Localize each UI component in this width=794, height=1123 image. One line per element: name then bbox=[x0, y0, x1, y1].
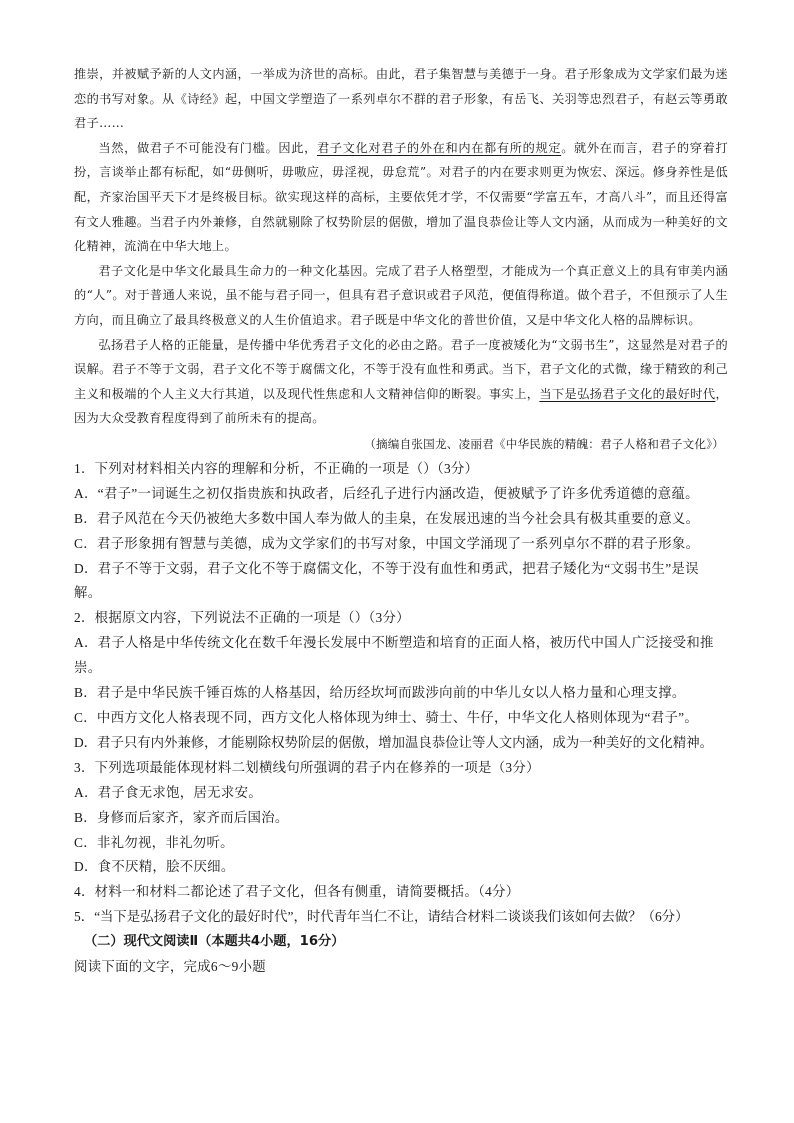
passage-paragraph-4-start: 弘扬君子人格的正能量，是传播中华优秀君子文化的必由之路。君子一度被矮化为“文弱书生”，这显然是对君子的误解。君子不等于文弱，君子文化不等于腐儒文化，不等于没有血性和勇武。当下，君子文化的式微，缘于精致的利己主义和极端的个人主义大行其道，以及现代性焦虑和人文精神信仰的断裂。事实上， bbox=[74, 337, 728, 401]
questions-block bbox=[74, 457, 728, 930]
question-3-option-b: B．身修而后家齐，家齐而后国治。 bbox=[74, 809, 289, 825]
question-2-option-c: C．中西方文化人格表现不同，西方文化人格体现为绅士、骑士、牛仔，中华文化人格则体现为“君子”。 bbox=[74, 709, 699, 725]
question-3-option-d: D．食不厌精，脍不厌细。 bbox=[74, 859, 235, 875]
question-2-stem: 2．根据原文内容，下列说法不正确的一项是（）（3分） bbox=[74, 610, 410, 626]
question-3-option-a: A．君子食无求饱，居无求安。 bbox=[74, 784, 262, 800]
question-2-option-a-line1: A．君子人格是中华传统文化在数千年漫长发展中不断塑造和培育的正面人格，被历代中国人广泛接受和推 bbox=[74, 635, 714, 651]
question-1-stem: 1．下列对材料相关内容的理解和分析，不正确的一项是（）（3分） bbox=[74, 460, 479, 476]
passage-paragraph-2 bbox=[74, 136, 728, 259]
reading-passage bbox=[74, 62, 728, 431]
question-3-option-c: C．非礼勿视，非礼勿听。 bbox=[74, 834, 234, 850]
question-5: 5．“当下是弘扬君子文化的最好时代”，时代青年当仁不让，请结合材料二谈谈我们该如何去做？（6分） bbox=[74, 909, 689, 925]
question-1-option-d-line1: D．君子不等于文弱，君子文化不等于腐儒文化，不等于没有血性和勇武，把君子矮化为“文弱书生”是误 bbox=[74, 560, 699, 576]
passage-paragraph-2-start: 当然，做君子不可能没有门槛。因此， bbox=[98, 140, 317, 155]
question-1-option-a: A．“君子”一词诞生之初仅指贵族和执政者，后经孔子进行内涵改造，便被赋予了许多优秀道德的意蕴。 bbox=[74, 485, 699, 501]
section-2-title: （二）现代文阅读Ⅱ（本题共4小题，16分） bbox=[84, 934, 345, 950]
question-2-option-d: D．君子只有内外兼修，才能剔除权势阶层的倨傲，增加温良恭俭让等人文内涵，成为一种美好的文化精神。 bbox=[74, 734, 714, 750]
section-2-instruction: 阅读下面的文字，完成6～9小题 bbox=[74, 958, 266, 974]
passage-paragraph-4 bbox=[74, 333, 728, 431]
question-3-stem: 3．下列选项最能体现材料二划横线句所强调的君子内在修养的一项是（3分） bbox=[74, 759, 540, 775]
question-2-option-b: B．君子是中华民族千锤百炼的人格基因，给历经坎坷而跋涉向前的中华儿女以人格力量和心理支撑。 bbox=[74, 685, 686, 701]
underlined-sentence-1: 君子文化对君子的外在和内在都有所的规定 bbox=[316, 140, 562, 155]
passage-paragraph-1: 推崇，并被赋予新的人文内涵，一举成为济世的高标。由此，君子集智慧与美德于一身。君子形象成为文学家们最为迷恋的书写对象。从《诗经》起，中国文学塑造了一系列卓尔不群的君子形象，有岳飞、关羽等忠烈君子，有赵云等勇敢君子…… bbox=[74, 67, 728, 131]
question-1-option-b: B．君子风范在今天仍被绝大多数中国人奉为做人的圭臬，在发展迅速的当今社会具有极其重要的意义。 bbox=[74, 510, 700, 526]
passage-paragraph-4-rest: ，因为大众受教育程度得到了前所未有的提高。 bbox=[74, 386, 729, 426]
underlined-sentence-2: 当下是弘扬君子文化的最好时代 bbox=[539, 386, 716, 401]
passage-paragraph-3: 君子文化是中华文化最具生命力的一种文化基因。完成了君子人格塑型，才能成为一个真正意义上的具有审美内涵的“人”。对于普通人来说，虽不能与君子同一，但具有君子意识或君子风范，便值得称道。做个君子，不但预示了人生方向，而且确立了最具终极意义的人生价值追求。君子既是中华文化的普世价值，又是中华文化人格的品牌标识。 bbox=[74, 263, 728, 327]
question-1-option-c: C．君子形象拥有智慧与美德，成为文学家们的书写对象，中国文学涌现了一系列卓尔不群的君子形象。 bbox=[74, 535, 700, 551]
question-2-option-a-line2: 崇。 bbox=[74, 660, 102, 676]
question-1-option-d-line2: 解。 bbox=[74, 585, 102, 601]
passage-source: （摘编自张国龙、凌丽君《中华民族的精魄：君子人格和君子文化》） bbox=[364, 436, 724, 451]
question-4: 4．材料一和材料二都论述了君子文化，但各有侧重，请简要概括。（4分） bbox=[74, 884, 520, 900]
passage-paragraph-2-rest: 。就外在而言，君子的穿着打扮，言谈举止都有标配，如“毋侧听，毋嗷应，毋淫视，毋怠荒”。对君子的内在要求则更为恢宏、深远。修身养性是低配，齐家治国平天下才是终极目标。欲实现这样的高标，主要依凭才学，不仅需要“学富五车，才高八斗”，而且还得富有文人雅趣。当君子内外兼修，自然就剔除了权势阶层的倨傲，增加了温良恭俭让等人文内涵，从而成为一种美好的文化精神，流淌在中华大地上。 bbox=[74, 140, 728, 254]
